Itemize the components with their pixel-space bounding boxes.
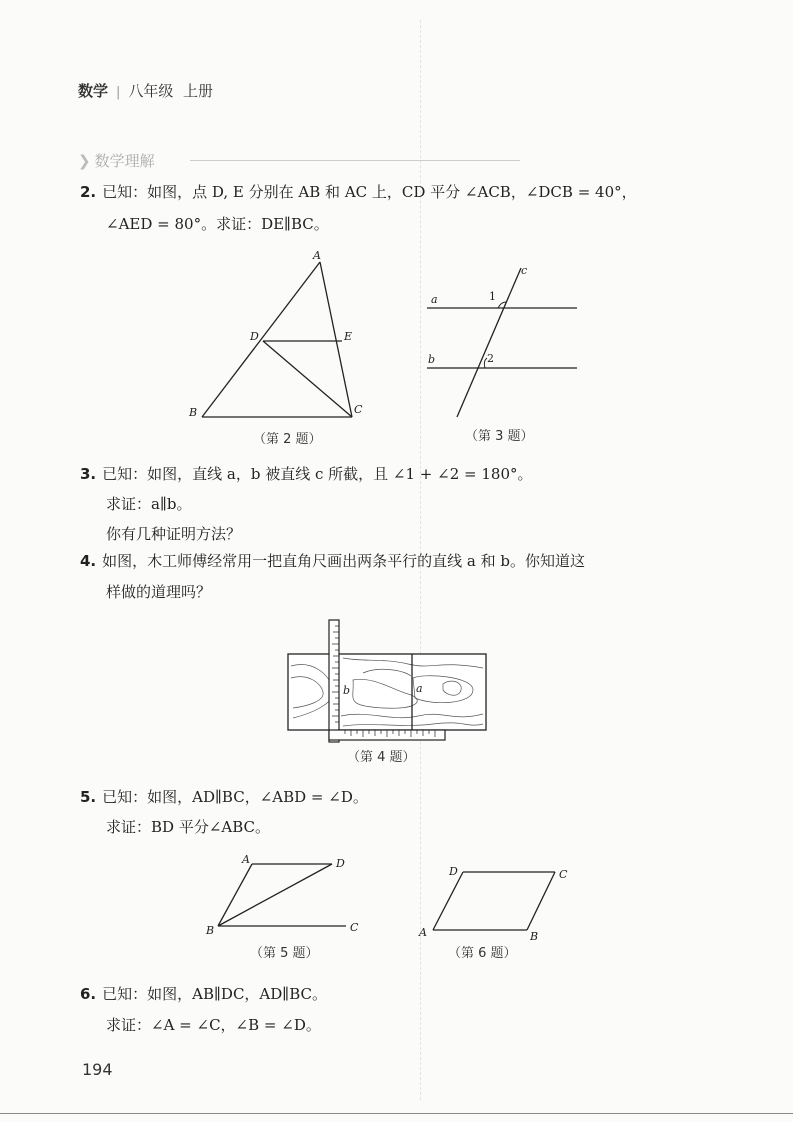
figure-4-caption: （第 4 题） bbox=[347, 750, 416, 765]
figure-6-parallelogram bbox=[415, 862, 575, 942]
header-subject: 数学 bbox=[78, 82, 109, 100]
page-header bbox=[78, 80, 213, 101]
section-title: 数学理解 bbox=[94, 152, 155, 170]
header-volume: 上册 bbox=[182, 82, 213, 100]
figure-2-caption: （第 2 题） bbox=[253, 432, 322, 447]
header-separator: | bbox=[116, 85, 121, 100]
page-number: 194 bbox=[82, 1060, 113, 1079]
question-5-line1: 已知：如图，AD∥BC，∠ABD = ∠D。 bbox=[102, 788, 368, 806]
fig3-angle-1-label: 1 bbox=[489, 290, 496, 303]
question-4-line2: 样做的道理吗？ bbox=[106, 583, 212, 601]
question-3-line1: 已知：如图，直线 a，b 被直线 c 所截，且 ∠1 + ∠2 = 180°。 bbox=[102, 465, 533, 483]
question-2-line2: ∠AED = 80°。求证：DE∥BC。 bbox=[106, 215, 329, 233]
page-bottom-rule bbox=[0, 1113, 793, 1114]
fig5-label-d: D bbox=[336, 857, 345, 870]
fig6-label-a: A bbox=[419, 926, 427, 939]
figure-5-caption: （第 5 题） bbox=[250, 946, 319, 961]
fig3-angle-2-label: 2 bbox=[487, 352, 494, 365]
fig5-label-c: C bbox=[350, 921, 359, 934]
chevron-right-icon: ❯ bbox=[78, 151, 91, 170]
fig5-label-b: B bbox=[206, 924, 215, 937]
figure-4-carpenter-square bbox=[283, 618, 491, 746]
fig6-label-b: B bbox=[530, 930, 539, 942]
fig3-label-b: b bbox=[428, 353, 436, 366]
fig2-label-d: D bbox=[250, 330, 259, 343]
figure-3-caption: （第 3 题） bbox=[465, 429, 534, 444]
question-3-line3: 你有几种证明方法？ bbox=[106, 525, 242, 543]
section-heading bbox=[78, 150, 155, 171]
fig6-label-c: C bbox=[559, 868, 568, 881]
fig4-label-a: a bbox=[416, 682, 423, 695]
question-4 bbox=[80, 549, 585, 573]
question-3 bbox=[80, 462, 533, 486]
figure-2-triangle bbox=[180, 245, 380, 427]
fig3-label-a: a bbox=[431, 293, 438, 306]
question-5 bbox=[80, 785, 368, 809]
question-6 bbox=[80, 982, 327, 1006]
fig6-label-d: D bbox=[449, 865, 458, 878]
fig2-label-e: E bbox=[344, 330, 353, 343]
question-5-number: 5. bbox=[80, 788, 97, 806]
figure-5-quadrilateral bbox=[200, 848, 370, 940]
fig5-label-a: A bbox=[242, 853, 250, 866]
question-6-number: 6. bbox=[80, 985, 97, 1003]
question-4-line1: 如图，木工师傅经常用一把直角尺画出两条平行的直线 a 和 b。你知道这 bbox=[102, 552, 585, 570]
question-2-number: 2. bbox=[80, 183, 97, 201]
figure-6-caption: （第 6 题） bbox=[448, 946, 517, 961]
question-5-line2: 求证：BD 平分∠ABC。 bbox=[106, 818, 270, 836]
fig4-label-b: b bbox=[343, 684, 351, 697]
question-3-line2: 求证：a∥b。 bbox=[106, 495, 192, 513]
question-6-line1: 已知：如图，AB∥DC，AD∥BC。 bbox=[102, 985, 327, 1003]
question-3-number: 3. bbox=[80, 465, 97, 483]
fig2-label-a: A bbox=[313, 249, 321, 262]
question-4-number: 4. bbox=[80, 552, 97, 570]
fig2-label-c: C bbox=[354, 403, 363, 416]
section-divider bbox=[190, 160, 520, 161]
question-2 bbox=[80, 180, 637, 204]
question-2-line1: 已知：如图，点 D, E 分别在 AB 和 AC 上，CD 平分 ∠ACB，∠DCB = 40°， bbox=[102, 183, 637, 201]
fig2-label-b: B bbox=[189, 406, 198, 419]
fig3-label-c: c bbox=[521, 264, 528, 277]
figure-3-parallel-lines bbox=[425, 262, 585, 422]
question-6-line2: 求证：∠A = ∠C，∠B = ∠D。 bbox=[106, 1016, 321, 1034]
header-grade: 八年级 bbox=[128, 82, 174, 100]
